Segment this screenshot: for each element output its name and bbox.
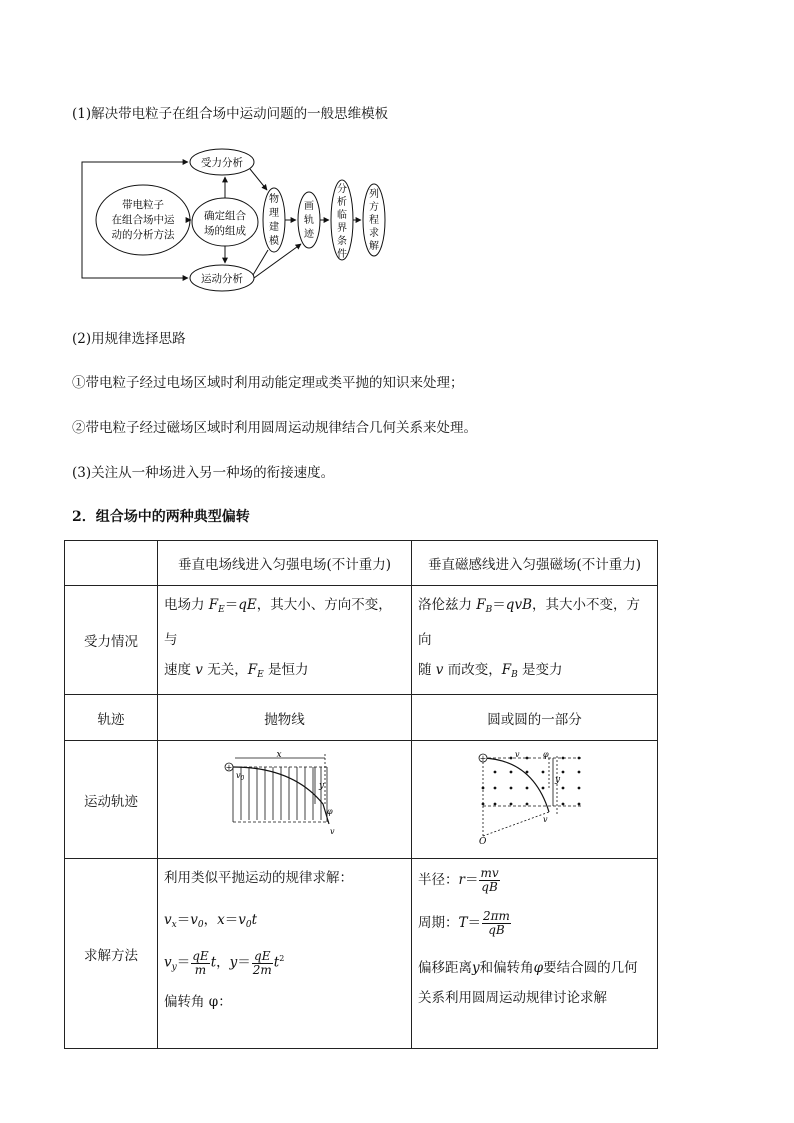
step4-char-5: 解 [369,241,379,252]
step2-char-2: 轨 [304,215,314,226]
center-text-1: 确定组合 [204,210,246,222]
template-heading: (1)解决带电粒子在组合场中运动问题的一般思维模板 [72,106,389,122]
magnetic-force-cell: 洛伦兹力 $F_B=qvB$，其大小不变，方向 随 v 而改变，$F_B$ 是变力 [412,586,658,695]
header-electric: 垂直电场线进入匀强电场(不计重力) [158,541,412,586]
step3-char-5: 条 [337,236,347,247]
rule-heading: (2)用规律选择思路 [72,331,186,347]
start-text-2: 在组合场中运 [111,214,175,226]
motion-text: 运动分析 [201,273,243,285]
v-label: v [329,826,335,836]
row-track [65,695,658,741]
start-text-3: 动的分析方法 [111,229,175,241]
y-label: y [554,774,560,785]
section2-heading: 2．组合场中的两种典型偏转 [72,509,250,525]
electric-track-cell: 抛物线 [158,695,412,741]
header-magnetic: 垂直磁感线进入匀强磁场(不计重力) [412,541,658,586]
electric-vy-formula: $v_y=$ $\frac{qE}{m}$ t，y＝ $\frac{qE}{2m}$ $t^2$ [164,948,285,977]
electric-trajectory-cell [158,741,412,859]
step3-char-4: 界 [337,223,347,234]
electric-method-cell [158,859,412,1049]
step3-char-6: 件 [337,249,347,260]
rule-electric: ①带电粒子经过电场区域时利用动能定理或类平抛的知识来处理； [72,375,464,391]
field-dots [479,753,580,805]
table-header-row [65,541,658,586]
row-force-label: 受力情况 [65,586,158,695]
deflection-table [64,540,658,1049]
magnetic-radius-formula: 半径：r＝ $\frac{mv}{qB}$ [418,866,499,894]
step1-char-4: 模 [269,236,279,247]
thinking-template-diagram [75,142,395,292]
phi-label: φ [542,751,549,759]
force-text: 受力分析 [201,157,243,169]
step4-char-3: 程 [369,215,379,226]
step4-char-2: 方 [369,202,379,213]
svg-text:+: + [479,753,486,763]
center-text-2: 场的组成 [204,225,246,237]
header-empty-cell [65,541,158,586]
step3-char-2: 析 [337,197,347,208]
electric-angle-line: 偏转角 φ： [164,993,232,1010]
svg-text:+: + [225,762,232,772]
step1-char-2: 理 [269,208,279,219]
start-text-1: 带电粒子 [122,199,164,211]
row-motion-label: 运动轨迹 [65,741,158,859]
step1-char-1: 物 [269,194,279,205]
electric-method-intro: 利用类似平抛运动的规律求解： [164,870,353,886]
step4-char-1: 列 [369,189,379,200]
row-method [65,859,658,1049]
v0-label: $v_0$ [235,770,244,782]
magnetic-trajectory-cell [412,741,658,859]
step3-char-3: 临 [337,210,347,221]
y-label: y [318,780,324,791]
v-top-label: v [514,751,520,759]
electric-force-cell: 电场力 $F_E=qE$，其大小、方向不变，与 速度 v 无关，$F_E$ 是恒力 [158,586,412,695]
rule-magnetic: ②带电粒子经过磁场区域时利用圆周运动规律结合几何关系来处理。 [72,420,477,436]
electric-trajectory-figure [223,752,347,844]
o-label: O [478,836,486,844]
magnetic-period-formula: 周期：T＝ $\frac{2\pi m}{qB}$ [418,909,510,937]
magnetic-track-cell: 圆或圆的一部分 [412,695,658,741]
step1-char-3: 建 [269,222,279,233]
row-method-label: 求解方法 [65,859,158,1049]
step3-char-1: 分 [337,184,347,195]
note-connection-speed: (3)关注从一种场进入另一种场的衔接速度。 [72,465,335,481]
row-motion [65,741,658,859]
center-ellipse [192,198,258,246]
row-track-label: 轨迹 [65,695,158,741]
electric-vx-formula: $v_x=v_0$，$x=v_0t$ [164,912,258,930]
row-force [65,586,658,695]
phi-label: φ [326,806,333,816]
x-label: x [275,751,282,760]
magnetic-trajectory-figure [475,752,595,844]
step2-char-1: 画 [304,201,314,212]
step2-char-3: 迹 [304,229,314,240]
step4-char-4: 求 [369,228,379,239]
magnetic-method-cell [412,859,658,1049]
v-bottom-label: v [542,814,548,824]
magnetic-method-note: 偏移距离y和偏转角φ要结合圆的几何 关系利用圆周运动规律讨论求解 [418,960,638,1006]
